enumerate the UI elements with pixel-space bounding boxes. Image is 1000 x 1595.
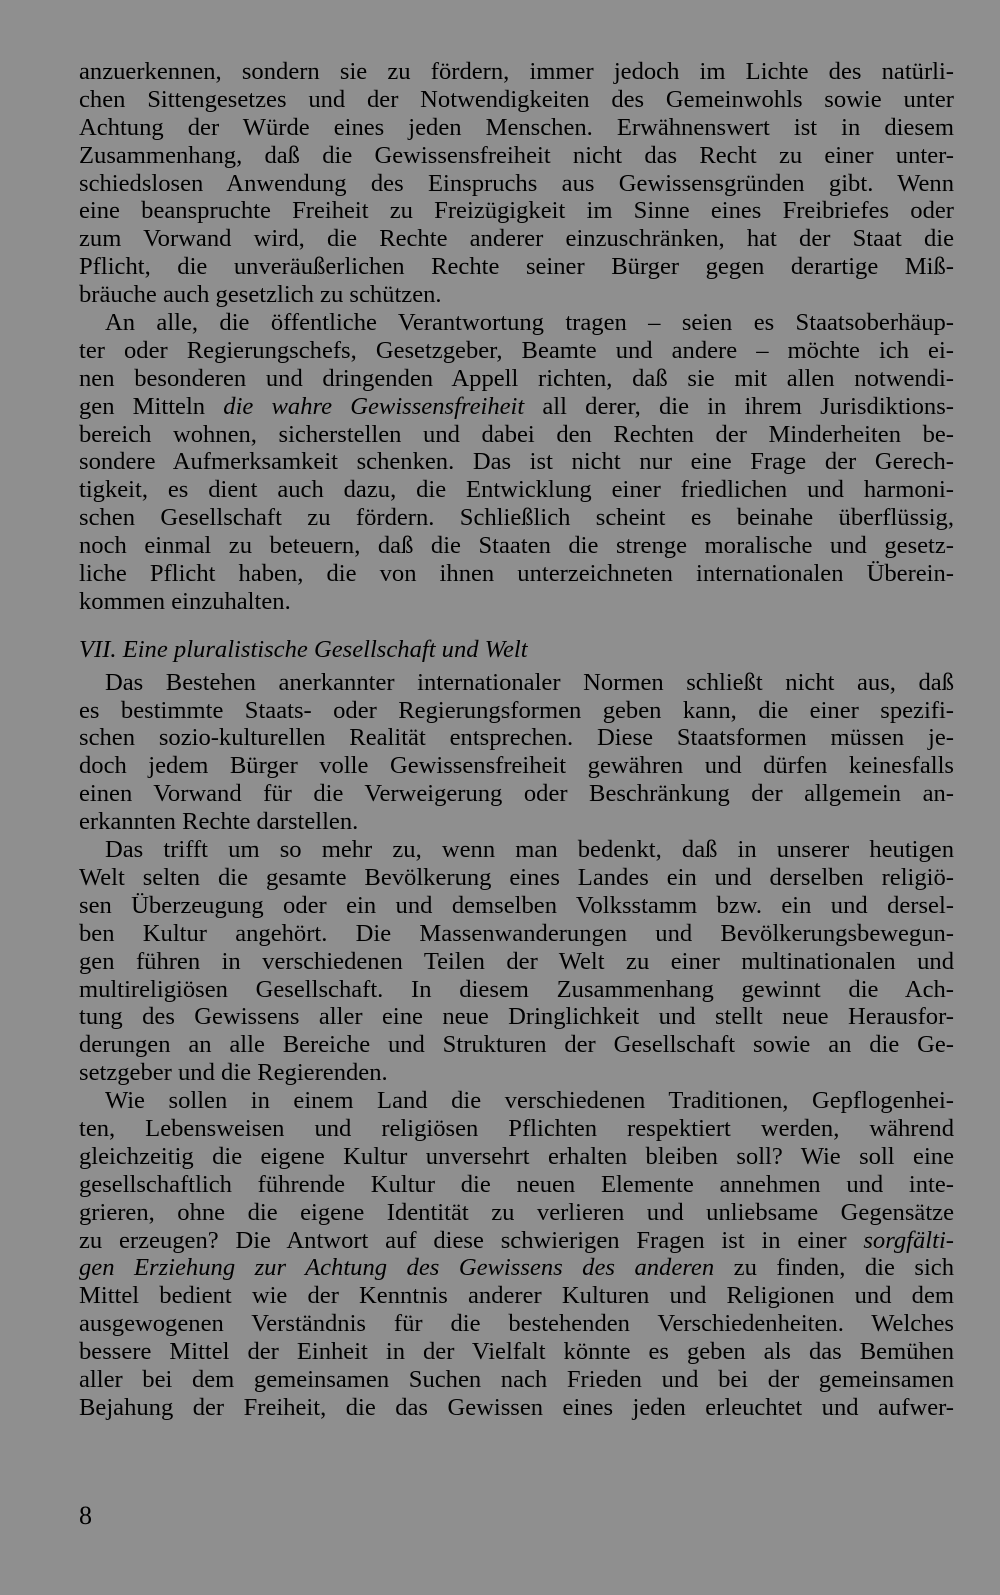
text-line: schiedslosen Anwendung des Einspruchs aus Gewissensgründen gibt. Wenn (79, 169, 954, 197)
document-page (79, 58, 954, 1422)
text-line: sondere Aufmerksamkeit schenken. Das ist nicht nur eine Frage der Gerech- (79, 448, 954, 476)
text-line: tigkeit, es dient auch dazu, die Entwicklung einer friedlichen und harmoni- (79, 476, 954, 504)
text-line: aller bei dem gemeinsamen Suchen nach Frieden und bei der gemeinsamen (79, 1365, 954, 1393)
spacer (79, 616, 954, 636)
paragraph (79, 669, 954, 836)
text-line (79, 1254, 954, 1282)
text-line: erkannten Rechte darstellen. (79, 808, 359, 836)
text-line: zum Vorwand wird, die Rechte anderer einzuschränken, hat der Staat die (79, 225, 954, 253)
text-line: kommen einzuhalten. (79, 587, 291, 615)
text-line: bräuche auch gesetzlich zu schützen. (79, 281, 442, 309)
text-run: zu finden, die sich (714, 1254, 955, 1282)
text-line: ter oder Regierungschefs, Gesetzgeber, Beamte und andere – möchte ich ei- (79, 336, 954, 364)
text-line: Pflicht, die unveräußerlichen Rechte seiner Bürger gegen derartige Miß- (79, 253, 954, 281)
text-line: schen Gesellschaft zu fördern. Schließlich scheint es beinahe überflüssig, (79, 504, 954, 532)
emphasized-text: gen Erziehung zur Achtung des Gewissens des anderen (79, 1254, 715, 1282)
text-line: bessere Mittel der Einheit in der Vielfalt könnte es geben als das Bemühen (79, 1338, 954, 1366)
text-line: eine beanspruchte Freiheit zu Freizügigkeit im Sinne eines Freibriefes oder (79, 197, 954, 225)
paragraph (79, 836, 954, 1087)
text-line: es bestimmte Staats- oder Regierungsformen geben kann, die einer spezifi- (79, 696, 954, 724)
text-line: Zusammenhang, daß die Gewissensfreiheit nicht das Recht zu einer unter- (79, 141, 954, 169)
emphasized-text: die wahre Gewissensfreiheit (223, 392, 525, 420)
section-heading: VII. Eine pluralistische Gesellschaft und Welt (79, 635, 528, 663)
text-line: bereich wohnen, sicherstellen und dabei den Rechten der Minderheiten be- (79, 420, 954, 448)
text-line: ausgewogenen Verständnis für die bestehenden Verschiedenheiten. Welches (79, 1310, 954, 1338)
text-line (79, 393, 954, 421)
text-line: grieren, ohne die eigene Identität zu verlieren und unliebsame Gegensätze (79, 1198, 954, 1226)
text-line: Welt selten die gesamte Bevölkerung eines Landes ein und derselben religiö- (79, 863, 954, 891)
text-line: Mittel bedient wie der Kenntnis anderer Kulturen und Religionen und dem (79, 1282, 954, 1310)
page-number: 8 (79, 1501, 92, 1530)
text-line: setzgeber und die Regierenden. (79, 1059, 388, 1087)
text-line: Bejahung der Freiheit, die das Gewissen eines jeden erleuchtet und aufwer- (79, 1393, 954, 1421)
text-line: sen Überzeugung oder ein und demselben Volksstamm bzw. ein und dersel- (79, 891, 954, 919)
text-line: chen Sittengesetzes und der Notwendigkeiten des Gemeinwohls sowie unter (79, 85, 954, 113)
text-run: gen Mitteln (79, 392, 224, 420)
text-line: schen sozio-kulturellen Realität entsprechen. Diese Staatsformen müssen je- (79, 724, 954, 752)
text-line (79, 1227, 954, 1255)
text-run: zu erzeugen? Die Antwort auf diese schwierigen Fragen ist in einer (79, 1226, 864, 1254)
text-line: Das trifft um so mehr zu, wenn man bedenkt, daß in unserer heutigen (105, 836, 954, 864)
text-line: liche Pflicht haben, die von ihnen unterzeichneten internationalen Überein- (79, 560, 954, 588)
text-line: noch einmal zu beteuern, daß die Staaten die strenge moralische und gesetz- (79, 532, 954, 560)
text-line: einen Vorwand für die Verweigerung oder Beschränkung der allgemein an- (79, 780, 954, 808)
text-line: Das Bestehen anerkannter internationaler Normen schließt nicht aus, daß (105, 668, 954, 696)
text-line: doch jedem Bürger volle Gewissensfreiheit gewähren und dürfen keinesfalls (79, 752, 954, 780)
paragraph (79, 1087, 954, 1422)
paragraph (79, 58, 954, 309)
emphasized-text: sorgfälti- (863, 1226, 954, 1254)
text-line: Achtung der Würde eines jeden Menschen. Erwähnenswert ist in diesem (79, 113, 954, 141)
text-run: all derer, die in ihrem Jurisdiktions- (524, 392, 954, 420)
text-line: gesellschaftlich führende Kultur die neuen Elemente annehmen und inte- (79, 1170, 954, 1198)
text-line: derungen an alle Bereiche und Strukturen der Gesellschaft sowie an die Ge- (79, 1031, 954, 1059)
text-line: tung des Gewissens aller eine neue Dringlichkeit und stellt neue Herausfor- (79, 1003, 954, 1031)
paragraph (79, 309, 954, 616)
text-line: ben Kultur angehört. Die Massenwanderungen und Bevölkerungsbewegun- (79, 919, 954, 947)
text-line: anzuerkennen, sondern sie zu fördern, immer jedoch im Lichte des natürli- (79, 58, 954, 85)
text-line: multireligiösen Gesellschaft. In diesem Zusammenhang gewinnt die Ach- (79, 975, 954, 1003)
text-line: Wie sollen in einem Land die verschiedenen Traditionen, Gepflogenhei- (105, 1087, 954, 1115)
text-line: gen führen in verschiedenen Teilen der Welt zu einer multinationalen und (79, 947, 954, 975)
text-line: ten, Lebensweisen und religiösen Pflichten respektiert werden, während (79, 1114, 954, 1142)
text-line: nen besonderen und dringenden Appell richten, daß sie mit allen notwendi- (79, 364, 954, 392)
text-line: gleichzeitig die eigene Kultur unversehrt erhalten bleiben soll? Wie soll eine (79, 1142, 954, 1170)
text-line: An alle, die öffentliche Verantwortung tragen – seien es Staatsoberhäup- (105, 309, 954, 337)
